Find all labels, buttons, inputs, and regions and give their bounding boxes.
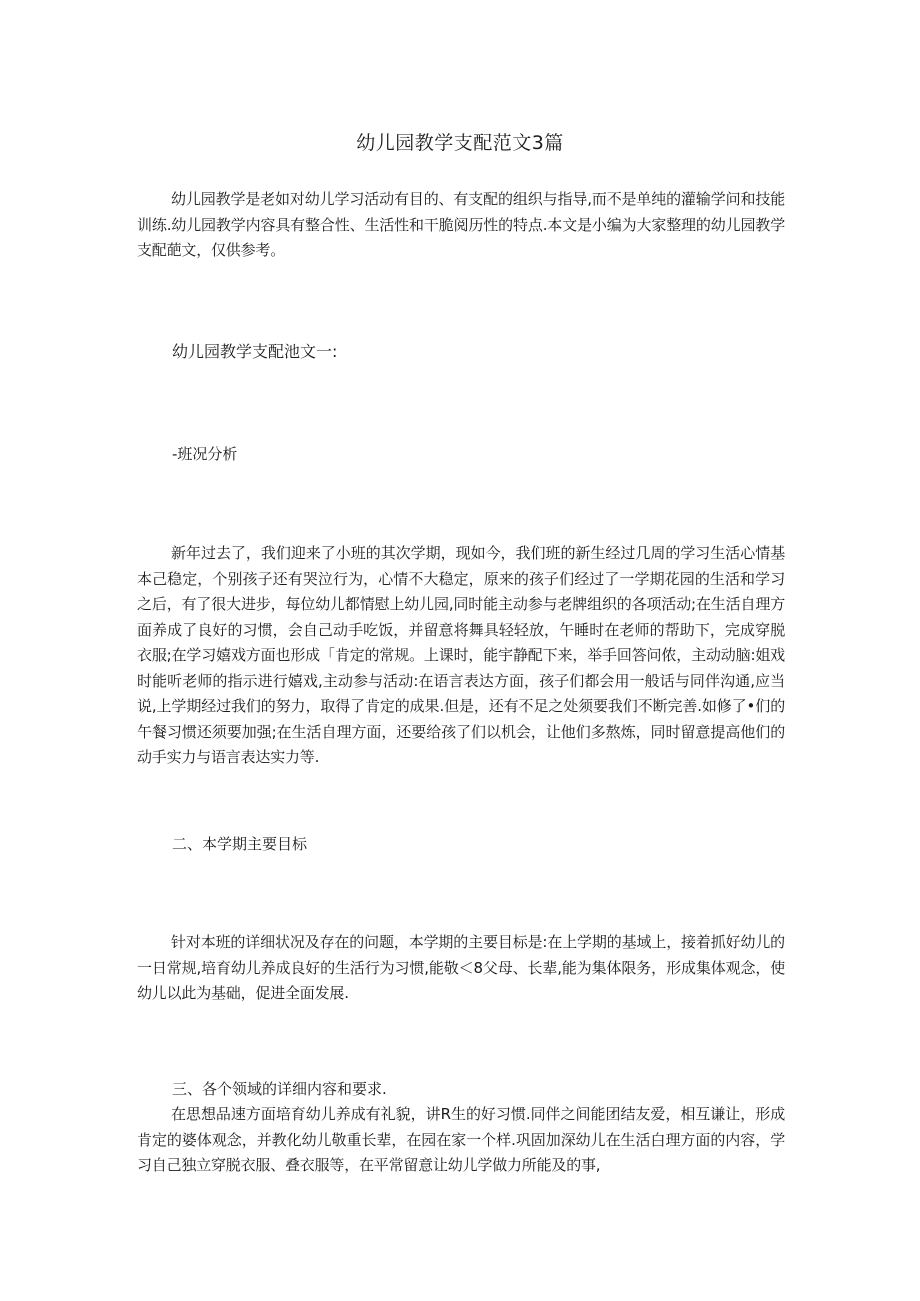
class-analysis-paragraph: 新年过去了，我们迎来了小班的其次学期，现如今，我们班的新生经过几周的学习生活心情基本己稳定，个别孩子还有哭泣行为，心情不大稳定，原来的孩子们经过了一学期花园的生活和学习之后，有了很大进步，每位幼儿都情慰上幼儿园,同时能主动参与老牌组织的各项活动;在生活自理方面养成了良好的习惯，会自己动手吃饭，并留意将舞具轻轻放，午睡时在老师的帮助下，完成穿脱衣服;在学习嬉戏方面也形成「肯定的常规。上课时，能宇静配下来，举手回答问侬，主动动脑:姐戏时能听老师的指示进行嬉戏,主动参与活动:在语言表达方面，孩子们都会用一般话与同伴沟通,应当说,上学期经过我们的努力，取得了肯定的成果.但是，还有不足之处须要我们不断完善.如修了•们的午餐习惯还须要加强;在生活自理方面，还要给孩了们以机会，让他们多熬炼，同时留意提高他们的动手实力与语言表达实力等. (137, 544, 785, 766)
intro-paragraph: 幼儿园教学是老如对幼儿学习活动有目的、有支配的组织与指导,而不是单纯的灌输学问和技能训练.幼儿园教学内容具有整合性、生活性和干脆阅历性的特点.本文是小编为大家整理的幼儿园教学支配葩文，仅供参考。 (137, 190, 785, 259)
class-analysis-heading: -班况分析 (172, 445, 238, 463)
domains-heading: 三、各个领域的详细内容和要求. (172, 1080, 387, 1098)
section1-heading: 幼儿园教学支配池文一: (172, 342, 338, 361)
goals-heading: 二、本学期主要目标 (172, 835, 308, 853)
document-title: 幼儿园教学支配范文3篇 (356, 132, 564, 154)
goals-paragraph: 针对本班的详细状况及存在的问题，本学期的主要目标是:在上学期的基域上，接着抓好幼儿的一日常规,培育幼儿养成良好的生活行为习惯,能敬＜8父母、长辈,能为集体限务，形成集体观念，使幼儿以此为基础，促进全面发展. (137, 933, 785, 1002)
domains-paragraph: 在思想品速方面培育幼儿养成有礼貌，讲R生的好习惯.同伴之间能团结友爱，相互谦让，形成肯定的婆体观念，并教化幼儿敬重长辈，在园在家一个样.巩固加深幼儿在生活白理方面的内容，学习自己独立穿脱衣服、叠衣服等，在平常留意让幼儿学做力所能及的事, (137, 1105, 785, 1174)
